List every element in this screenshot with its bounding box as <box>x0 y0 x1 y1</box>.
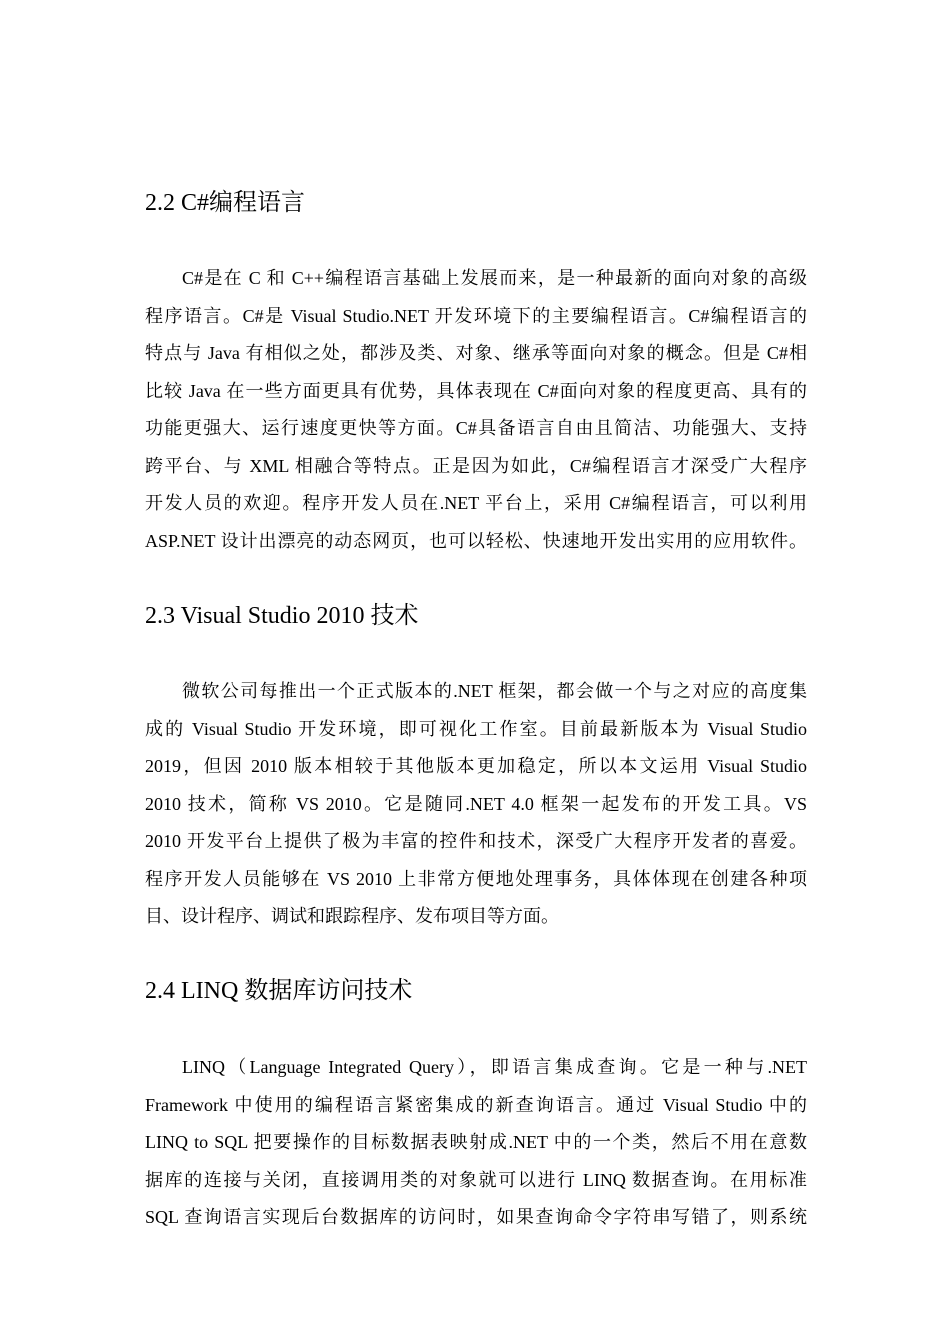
section-paragraph-2-3 <box>145 673 807 936</box>
paragraph-line: 据库的连接与关闭，直接调用类的对象就可以进行 LINQ 数据查询。在用标准 <box>145 1169 807 1190</box>
paragraph-line: 比较 Java 在一些方面更具有优势，具体表现在 C#面向对象的程度更高、具有的 <box>145 380 807 401</box>
section-paragraph-2-2 <box>145 260 807 560</box>
paragraph-line: 2010 技术，简称 VS 2010。它是随同.NET 4.0 框架一起发布的开发工具。VS <box>145 793 807 814</box>
paragraph-line: 特点与 Java 有相似之处，都涉及类、对象、继承等面向对象的概念。但是 C#相 <box>145 343 807 363</box>
paragraph-line: 程序语言。C#是 Visual Studio.NET 开发环境下的主要编程语言。C#编程语言的 <box>145 305 807 326</box>
paragraph-line: 目、设计程序、调试和跟踪程序、发布项目等方面。 <box>145 906 559 926</box>
paragraph-line: 2010 开发平台上提供了极为丰富的控件和技术，深受广大程序开发者的喜爱。 <box>145 831 807 851</box>
paragraph-line: C#是在 C 和 C++编程语言基础上发展而来，是一种最新的面向对象的高级 <box>182 268 807 288</box>
paragraph-line: SQL 查询语言实现后台数据库的访问时，如果查询命令字符串写错了，则系统 <box>145 1207 807 1227</box>
paragraph-line: 程序开发人员能够在 VS 2010 上非常方便地处理事务，具体体现在创建各种项 <box>145 868 807 889</box>
paragraph-line: LINQ to SQL 把要操作的目标数据表映射成.NET 中的一个类，然后不用在意数 <box>145 1132 807 1152</box>
paragraph-line: 成的 Visual Studio 开发环境，即可视化工作室。目前最新版本为 Visual Studio <box>145 718 807 739</box>
paragraph-line: LINQ（Language Integrated Query），即语言集成查询。它是一种与.NET <box>182 1057 807 1077</box>
section-heading-2-2: 2.2 C#编程语言 <box>145 190 306 216</box>
section-heading-2-3: 2.3 Visual Studio 2010 技术 <box>145 603 419 629</box>
paragraph-line: 微软公司每推出一个正式版本的.NET 框架，都会做一个与之对应的高度集 <box>182 681 807 701</box>
paragraph-line: 开发人员的欢迎。程序开发人员在.NET 平台上，采用 C#编程语言，可以利用 <box>145 493 807 513</box>
paragraph-line: Framework 中使用的编程语言紧密集成的新查询语言。通过 Visual Studio 中的 <box>145 1094 807 1115</box>
section-paragraph-2-4 <box>145 1049 807 1237</box>
paragraph-line: 功能更强大、运行速度更快等方面。C#具备语言自由且简洁、功能强大、支持 <box>145 418 807 438</box>
section-heading-2-4: 2.4 LINQ 数据库访问技术 <box>145 978 413 1004</box>
paragraph-line: 跨平台、与 XML 相融合等特点。正是因为如此，C#编程语言才深受广大程序 <box>145 455 807 476</box>
paragraph-line: ASP.NET 设计出漂亮的动态网页，也可以轻松、快速地开发出实用的应用软件。 <box>145 530 807 551</box>
paragraph-line: 2019，但因 2010 版本相较于其他版本更加稳定，所以本文运用 Visual Studio <box>145 756 807 776</box>
